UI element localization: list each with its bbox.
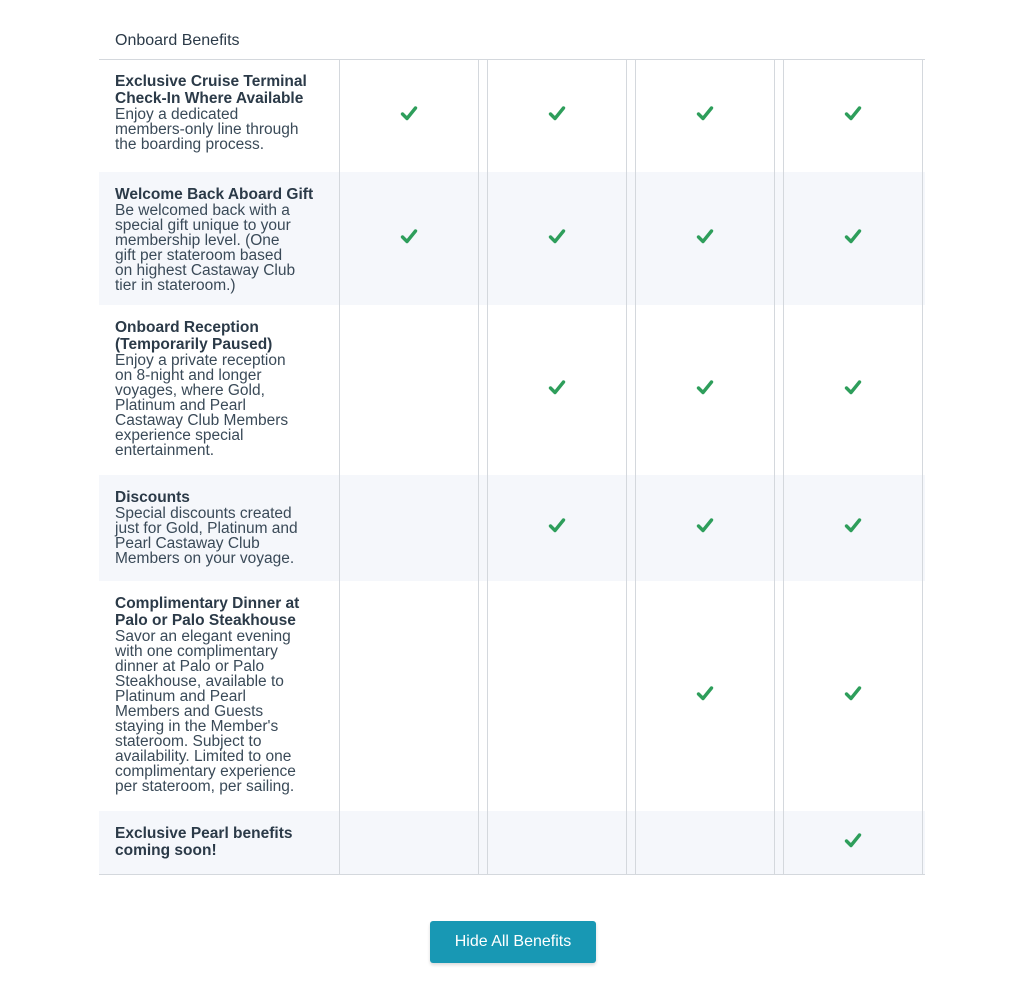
benefit-name — [115, 595, 331, 629]
table-row — [99, 172, 925, 305]
benefit-description-line: Enjoy a dedicated — [115, 106, 239, 123]
benefit-name — [115, 489, 331, 506]
benefit-name-line: Onboard Reception — [115, 319, 259, 336]
tier-cell-4 — [784, 305, 923, 475]
tier-cell-2 — [488, 172, 627, 305]
benefit-cell — [99, 811, 340, 874]
benefit-description-line: dinner at Palo or Palo — [115, 658, 265, 675]
benefit-name-line: Discounts — [115, 489, 190, 506]
table-row — [99, 59, 925, 172]
benefit-cell — [99, 172, 340, 305]
column-divider — [479, 59, 488, 172]
tier-cell-4 — [784, 581, 923, 811]
column-divider — [627, 305, 636, 475]
tier-cell-3 — [636, 811, 775, 874]
benefit-description-line: Special discounts created — [115, 505, 292, 522]
column-divider — [775, 581, 784, 811]
benefit-name-line: coming soon! — [115, 842, 217, 859]
column-divider — [479, 172, 488, 305]
check-icon — [844, 831, 862, 854]
benefit-description — [115, 353, 331, 458]
benefit-name-line: Exclusive Cruise Terminal — [115, 73, 307, 90]
benefit-description-line: on 8-night and longer — [115, 367, 262, 384]
tier-cell-3 — [636, 305, 775, 475]
tier-cell-4 — [784, 475, 923, 581]
hide-all-benefits-button[interactable]: Hide All Benefits — [430, 921, 596, 963]
check-icon — [548, 104, 566, 127]
benefits-table — [99, 59, 925, 875]
benefit-description-line: entertainment. — [115, 442, 215, 459]
benefit-description-line: Members on your voyage. — [115, 550, 295, 567]
column-divider — [479, 581, 488, 811]
column-divider — [775, 305, 784, 475]
benefit-name-line: Check-In Where Available — [115, 90, 304, 107]
check-icon — [548, 227, 566, 250]
column-divider — [775, 172, 784, 305]
benefit-description-line: experience special — [115, 427, 244, 444]
check-icon — [696, 379, 714, 402]
column-divider — [775, 475, 784, 581]
benefit-name — [115, 825, 331, 859]
column-divider — [627, 475, 636, 581]
tier-cell-1 — [340, 305, 479, 475]
tier-cell-2 — [488, 59, 627, 172]
check-icon — [844, 685, 862, 708]
benefit-name-line: Complimentary Dinner at — [115, 595, 300, 612]
benefit-description-line: per stateroom, per sailing. — [115, 778, 295, 795]
benefit-description-line: voyages, where Gold, — [115, 382, 265, 399]
section-title: Onboard Benefits — [115, 32, 240, 49]
benefit-cell — [99, 475, 340, 581]
benefit-name — [115, 319, 331, 353]
tier-cell-2 — [488, 305, 627, 475]
benefit-description-line: Enjoy a private reception — [115, 352, 286, 369]
tier-cell-4 — [784, 172, 923, 305]
benefit-description-line: stateroom. Subject to — [115, 733, 262, 750]
tier-cell-1 — [340, 581, 479, 811]
check-icon — [548, 379, 566, 402]
column-divider — [775, 811, 784, 874]
benefit-description-line: Steakhouse, available to — [115, 673, 284, 690]
benefit-description-line: Be welcomed back with a — [115, 202, 290, 219]
table-row — [99, 305, 925, 475]
column-divider — [479, 305, 488, 475]
check-icon — [696, 517, 714, 540]
column-divider — [627, 811, 636, 874]
benefit-description-line: complimentary experience — [115, 763, 296, 780]
benefit-description-line: gift per stateroom based — [115, 247, 283, 264]
tier-cell-4 — [784, 811, 923, 874]
benefit-cell — [99, 581, 340, 811]
benefit-description-line: on highest Castaway Club — [115, 262, 296, 279]
benefit-description — [115, 203, 331, 293]
benefit-name-line: Palo or Palo Steakhouse — [115, 612, 296, 629]
column-divider — [775, 59, 784, 172]
benefit-description-line: staying in the Member's — [115, 718, 279, 735]
benefit-description-line: tier in stateroom.) — [115, 277, 236, 294]
benefit-description-line: availability. Limited to one — [115, 748, 292, 765]
benefit-description-line: just for Gold, Platinum and — [115, 520, 298, 537]
tier-cell-3 — [636, 59, 775, 172]
tier-cell-3 — [636, 172, 775, 305]
tier-cell-2 — [488, 475, 627, 581]
tier-cell-1 — [340, 475, 479, 581]
check-icon — [844, 517, 862, 540]
benefit-description-line: Members and Guests — [115, 703, 264, 720]
benefit-cell — [99, 59, 340, 172]
tier-cell-2 — [488, 811, 627, 874]
benefit-description-line: Platinum and Pearl — [115, 688, 246, 705]
tier-cell-1 — [340, 59, 479, 172]
column-divider — [627, 581, 636, 811]
benefit-name-line: Welcome Back Aboard Gift — [115, 186, 314, 203]
check-icon — [696, 227, 714, 250]
check-icon — [696, 685, 714, 708]
benefit-description-line: the boarding process. — [115, 136, 265, 153]
benefit-description-line: membership level. (One — [115, 232, 280, 249]
benefit-description — [115, 506, 331, 566]
benefit-description-line: Platinum and Pearl — [115, 397, 246, 414]
tier-cell-2 — [488, 581, 627, 811]
tier-cell-1 — [340, 811, 479, 874]
benefit-description-line: members-only line through — [115, 121, 299, 138]
table-row — [99, 581, 925, 811]
benefit-description-line: special gift unique to your — [115, 217, 291, 234]
tier-cell-1 — [340, 172, 479, 305]
column-divider — [479, 475, 488, 581]
check-icon — [696, 104, 714, 127]
benefit-description — [115, 107, 331, 152]
check-icon — [844, 379, 862, 402]
benefit-name-line: (Temporarily Paused) — [115, 336, 273, 353]
benefit-description-line: Castaway Club Members — [115, 412, 289, 429]
benefit-name — [115, 186, 331, 203]
column-divider — [479, 811, 488, 874]
tier-cell-3 — [636, 581, 775, 811]
table-row — [99, 475, 925, 581]
check-icon — [400, 227, 418, 250]
column-divider — [627, 59, 636, 172]
check-icon — [548, 517, 566, 540]
benefit-description-line: with one complimentary — [115, 643, 278, 660]
check-icon — [844, 227, 862, 250]
column-divider — [627, 172, 636, 305]
benefit-name — [115, 73, 331, 107]
tier-cell-3 — [636, 475, 775, 581]
benefit-name-line: Exclusive Pearl benefits — [115, 825, 293, 842]
tier-cell-4 — [784, 59, 923, 172]
check-icon — [400, 104, 418, 127]
benefit-description-line: Pearl Castaway Club — [115, 535, 260, 552]
benefit-cell — [99, 305, 340, 475]
table-row — [99, 811, 925, 874]
benefit-description-line: Savor an elegant evening — [115, 628, 291, 645]
benefit-description — [115, 629, 331, 794]
check-icon — [844, 104, 862, 127]
